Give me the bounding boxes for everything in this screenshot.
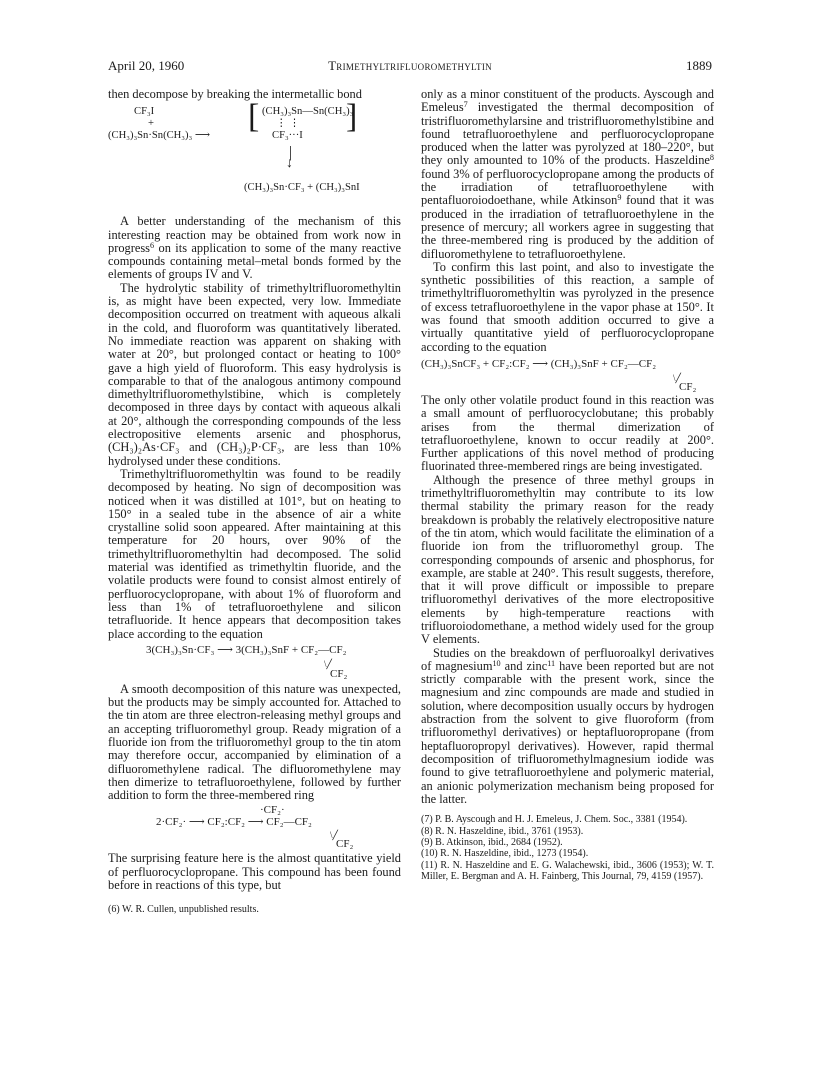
- equation-2-text: 2·CF₂· ⟶ CF₂:CF₂ ⟶ CF₂—CF₂: [156, 816, 312, 829]
- paragraph: A smooth decomposition of this nature was unexpected, but the products may be simply accounted for. Attached to the tin atom are three electron-releasing methyl groups and an accepting trifluoromethyl group. Ready migration of a fluoride ion from the trifluoromethyl group to the tin atom may therefore occur, accompanied by elimination of a difluoromethylene radical. The difluoromethylene may then dimerize to tetrafluoroethylene, followed by further addition to form the three-membered ring: [108, 681, 401, 803]
- scheme-plus: +: [148, 118, 154, 130]
- paragraph: The hydrolytic stability of trimethyltrifluoromethyltin is, as might have been expected, very low. Immediate decomposition occurred on treatment with aqueous alkali in the cold, and fluoroform was quantitatively liberated. No immediate reaction was apparent on shaking with water at 20°, but prolonged contact or heating to 100° gave a high yield of fluoroform. This easy hydrolysis is comparable to that of the analogous antimony compound dimethyltrifluoromethylstibine, which is completely decomposed in three days by contact with aqueous alkali at 20°, although the corresponding compounds of the less electropositive elements arsenic and phosphorus, (CH₃)₂As·CF₃ and (CH₃)₂P·CF₃, are less than 10% hydrolysed under these conditions.: [108, 280, 401, 468]
- equation-1-text: 3(CH₃)₃Sn·CF₃ ⟶ 3(CH₃)₃SnF + CF₂—CF₂: [146, 643, 347, 656]
- scheme-cf3i: CF₃I: [134, 106, 155, 118]
- paragraph: [421, 647, 714, 807]
- scheme-intermediate-bottom: CF₃···I: [272, 130, 303, 142]
- equation-2-ring: CF₂: [336, 838, 354, 851]
- footnotes: [421, 814, 714, 882]
- arrow-down: |: [289, 144, 293, 162]
- ref-9: 9: [617, 193, 622, 203]
- paragraph: The only other volatile product found in this reaction was a small amount of perfluorocyclobutane; this probably arises from the thermal dimerization of tetrafluoroethylene, known to occur readily at 200°. Further applications of this novel method of producing fluorinated three-membered rings are being investigated.: [421, 392, 714, 474]
- footnote-9: (9) B. Atkinson, ibid., 2684 (1952).: [421, 836, 563, 848]
- paragraph: then decompose by breaking the intermetallic bond: [108, 87, 362, 101]
- text-run: found that it was produced in the irradiation of tetrafluoroethylene in the presence of mercury; all workers agree in suggesting that the three-membered ring is produced by the addition of difluoromethylene to tetrafluoroethylene.: [421, 193, 714, 261]
- ring-bonds: \╱: [324, 658, 332, 669]
- equation-2-above: ·CF₂·: [260, 804, 285, 817]
- scheme-dots: ⋮ ⋮: [276, 118, 300, 130]
- text-run: investigated the thermal decomposition of tristrifluoromethylarsine and tristrifluoromethylstibine and found tetrafluoroethylene and perfluorocyclopropane produced when the latter was pyrolyzed at 180–220°, but they only amounted to 10% of the products. Haszeldine: [421, 100, 714, 168]
- footnote-11: (11) R. N. Haszeldine and E. G. Walachewski, ibid., 3606 (1953); W. T. Miller, E. Bergman and A. H. Fainberg, This Journal, 79, 4159 (1957).: [421, 859, 714, 883]
- equation-3-text: (CH₃)₃SnCF₃ + CF₂:CF₂ ⟶ (CH₃)₃SnF + CF₂—CF₂: [421, 357, 657, 370]
- text-run: A better understanding of the mechanism of this interesting reaction may be obtained from work now in progress: [108, 214, 401, 255]
- paragraph: The surprising feature here is the almost quantitative yield of perfluorocyclopropane. This compound has been found before in reactions of this type, but: [108, 851, 401, 893]
- scheme-products: (CH₃)₃Sn·CF₃ + (CH₃)₃SnI: [244, 182, 360, 194]
- footnote-10: (10) R. N. Haszeldine, ibid., 1273 (1954).: [421, 848, 589, 860]
- paragraph: Trimethyltrifluoromethyltin was found to be readily decomposed by heating. No sign of decomposition was noticed when it was distilled at 101°, but on heating to 150° in a sealed tube in the absence of air a white crystalline solid soon appeared. After maintaining at this temperature for 20 hours, over 90% of the trimethyltrifluoromethyltin had decomposed. The solid material was identified as trimethyltin fluoride, and the volatile products were found to consist almost entirely of perfluorocyclopropane, with about 1% of fluoroform and less than 1% of tetrafluoroethylene and silicon tetrafluoride. It hence appears that decomposition takes place according to the equation: [108, 466, 401, 641]
- footnote-6: (6) W. R. Cullen, unpublished results.: [108, 904, 259, 916]
- text-run: found 3% of perfluorocyclopropane among the products of the irradiation of tetrafluoroethylene with pentafluoroiodoethane, while Atkinson: [421, 166, 714, 208]
- paragraph: [108, 215, 401, 281]
- text-run: Studies on the breakdown of perfluoroalkyl derivatives of magnesium: [421, 645, 714, 673]
- running-title: Trimethyltrifluoromethyltin: [328, 58, 492, 73]
- reaction-scheme: [108, 98, 401, 215]
- ref-11: 11: [547, 658, 556, 668]
- ref-8: 8: [709, 153, 714, 163]
- equation-1-ring: CF₂: [330, 667, 348, 680]
- scheme-reactant: (CH₃)₃Sn·Sn(CH₃)₃ ⟶: [108, 130, 211, 142]
- page-header: [108, 58, 712, 76]
- paragraph: Although the presence of three methyl groups in trimethyltrifluoromethyltin may contribute to its low thermal stability the primary reason for the ready breakdown is probably the relatively electropositive nature of the tin atom, which would facilitate the elimination of a fluoride ion from the trifluoromethyl group. The corresponding compounds of arsenic and phosphorus, for example, are stable at 240°. This result suggests, therefore, that it will prove difficult or impossible to prepare trifluoromethyl derivatives of the more electropositive elements by high-temperature reactions with trifluoroiodomethane, a method widely used for the group V elements.: [421, 472, 714, 647]
- text-run: and zinc: [500, 658, 548, 673]
- scheme-intermediate-top: (CH₃)₃Sn—Sn(CH₃)₃: [262, 106, 354, 118]
- right-bracket: ]: [346, 98, 358, 136]
- text-run: have been reported but are not strictly comparable with the present work, since the magnesium and zinc compounds are made and studied in solution, where decomposition usually occurs by hydrogen abstraction from the solvent to give fluoroform (from trifluoromethyl derivatives) or heptafluoropropane (from heptafluoropropyl derivatives). However, rapid thermal decomposition of trifluoromethylmagnesium iodide was found to give tetrafluoroethylene and polymeric material, an anionic polymerization mechanism being proposed for the latter.: [421, 658, 715, 806]
- paragraph: [421, 88, 714, 261]
- text-run: only as a minor constituent of the products. Ayscough and Emeleus: [421, 87, 714, 115]
- left-bracket: [: [248, 98, 260, 136]
- header-date: April 20, 1960: [108, 58, 185, 73]
- right-column: [421, 88, 714, 883]
- text-run: on its application to some of the many reactive compounds containing metal–metal bonds formed by the elements of groups IV and V.: [108, 240, 401, 282]
- ref-6: 6: [149, 240, 155, 250]
- footnote-7: (7) P. B. Ayscough and H. J. Emeleus, J. Chem. Soc., 3381 (1954).: [421, 814, 688, 826]
- equation-3: [421, 354, 714, 393]
- equation-1: [108, 641, 401, 680]
- ring-bonds: \╱: [673, 372, 681, 383]
- equation-2: [108, 802, 401, 851]
- page-number: 1889: [686, 58, 712, 73]
- equation-3-ring: CF₂: [679, 380, 697, 393]
- footnote-8: (8) R. N. Haszeldine, ibid., 3761 (1953).: [421, 825, 584, 837]
- ring-bonds: \╱: [330, 830, 338, 841]
- paragraph: To confirm this last point, and also to investigate the synthetic possibilities of this reaction, a sample of trimethyltrifluoromethyltin was pyrolyzed in the presence of excess tetrafluoroethylene in the vapor phase at 150°. It was found that smooth addition occurred to give a virtually quantitative yield of perfluorocyclopropane according to the equation: [421, 259, 714, 354]
- left-column: [108, 88, 401, 916]
- arrow-down-head: ↓: [286, 156, 293, 172]
- ref-10: 10: [492, 658, 501, 668]
- ref-7: 7: [463, 100, 468, 110]
